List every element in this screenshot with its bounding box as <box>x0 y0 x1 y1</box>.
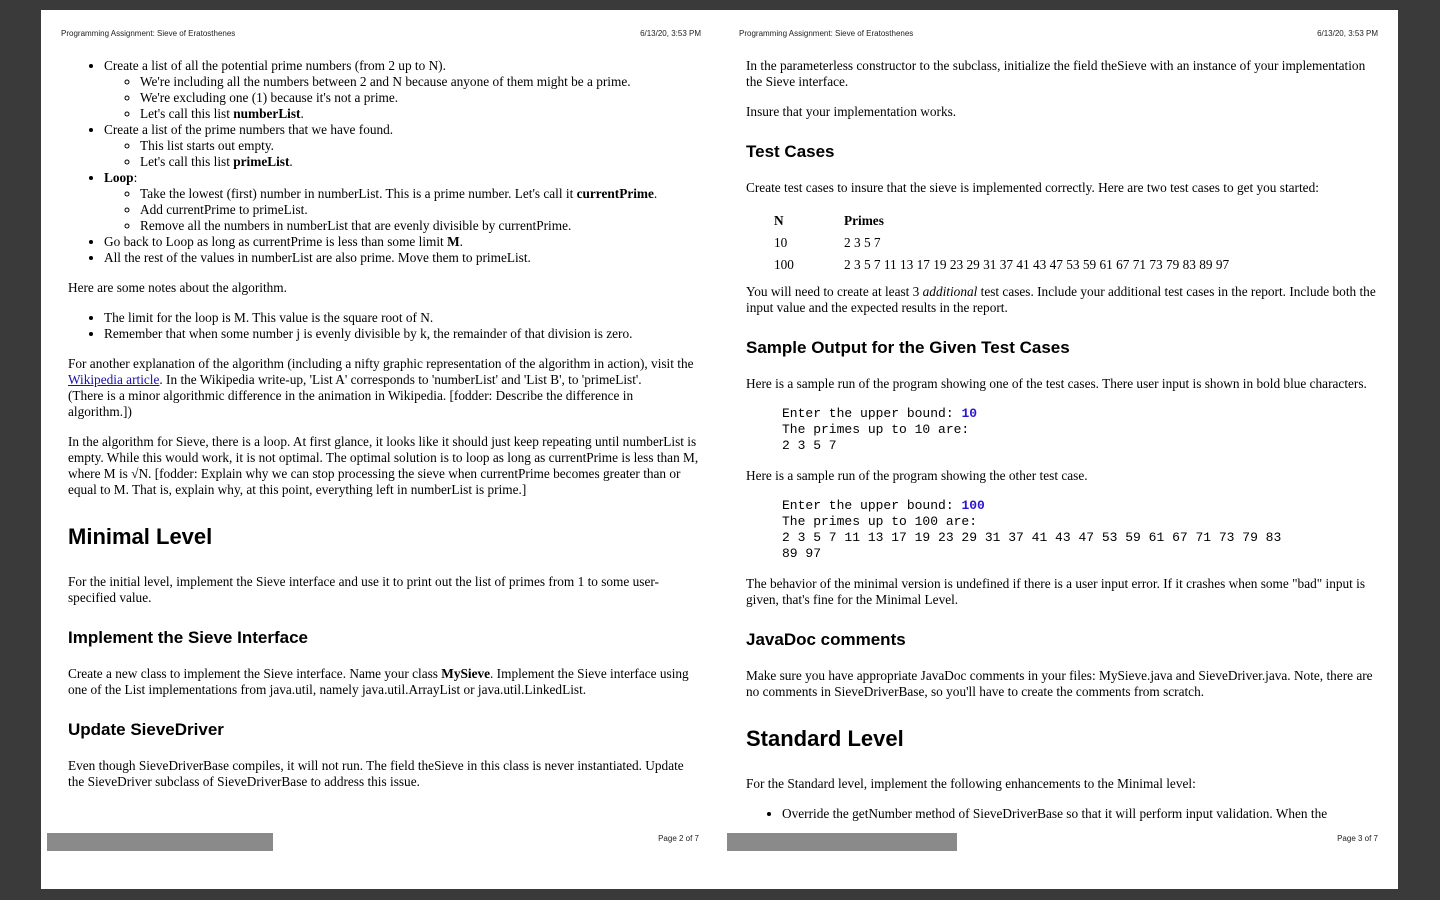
javadoc-paragraph: Make sure you have appropriate JavaDoc comments in your files: MySieve.java and SieveDriver.java. Note, there are no comments in SieveDriverBase, so you'll have to create the comments from scratch. <box>746 668 1373 699</box>
test-cases-table <box>774 210 1229 276</box>
update-paragraph: Even though SieveDriverBase compiles, it will not run. The field theSieve in this class is never instantiated. Update the SieveDriver subclass of SieveDriverBase to address this issue. <box>68 758 684 789</box>
page-3-content <box>746 58 1378 836</box>
heading-standard-level: Standard Level <box>746 726 904 751</box>
list-item: ◦ Let's call this list numberList. <box>140 106 699 122</box>
table-header-row <box>774 210 1229 232</box>
column-header-n: N <box>774 213 784 228</box>
list-item: • Go back to Loop as long as currentPrime is less than some limit M. <box>104 234 699 250</box>
algorithm-steps <box>68 58 699 266</box>
user-input: 100 <box>961 498 985 513</box>
standard-paragraph: For the Standard level, implement the following enhancements to the Minimal level: <box>746 776 1196 791</box>
standard-list <box>746 806 1378 822</box>
list-item: • Create a list of all the potential prime numbers (from 2 up to N). ◦ We're including all the numbers between 2 and N because anyone of them might be a prime. ◦ We're excluding one (1) because it's not a prime. ◦ Let's call this list numberList. <box>104 58 699 122</box>
page-2 <box>41 10 719 889</box>
list-item: ◦ Add currentPrime to primeList. <box>140 202 699 218</box>
test-cases-paragraph: Create test cases to insure that the sieve is implemented correctly. Here are two test cases to get you started: <box>746 180 1319 195</box>
list-item: • Override the getNumber method of SieveDriverBase so that it will perform input validation. When the <box>782 806 1378 822</box>
table-row <box>774 254 1229 276</box>
list-item: • Remember that when some number j is evenly divisible by k, the remainder of that division is zero. <box>104 326 699 342</box>
page-3 <box>719 10 1398 889</box>
sample-paragraph: Here is a sample run of the program showing one of the test cases. There user input is shown in bold blue characters. <box>746 376 1367 391</box>
wikipedia-paragraph: For another explanation of the algorithm (including a nifty graphic representation of the algorithm in action), visit the Wikipedia article. In the Wikipedia write-up, 'List A' corresponds to 'numberList' and 'List B', to 'primeList'. (There is a minor algorithmic difference in the animation in Wikipedia. [fodder: Describe the difference in algorithm.]) <box>68 356 694 419</box>
behavior-paragraph: The behavior of the minimal version is undefined if there is a user input error. If it crashes when some "bad" input is given, that's fine for the Minimal Level. <box>746 576 1366 607</box>
wikipedia-article-link[interactable]: Wikipedia article <box>68 372 160 387</box>
list-item: ◦ Take the lowest (first) number in numberList. This is a prime number. Let's call it currentPrime. <box>140 186 699 202</box>
heading-javadoc: JavaDoc comments <box>746 630 906 649</box>
heading-minimal-level: Minimal Level <box>68 524 213 549</box>
list-item: • All the rest of the values in numberList are also prime. Move them to primeList. <box>104 250 699 266</box>
insure-paragraph: Insure that your implementation works. <box>746 104 957 119</box>
list-item: • The limit for the loop is M. This value is the square root of N. <box>104 310 699 326</box>
heading-sample-output: Sample Output for the Given Test Cases <box>746 338 1070 357</box>
list-item: ◦ This list starts out empty. <box>140 138 699 154</box>
page-number: Page 3 of 7 <box>1337 834 1378 843</box>
implement-paragraph: Create a new class to implement the Sieve interface. Name your class MySieve. Implement the Sieve interface using one of the List implementations from java.util, namely java.util.ArrayList or java.util.LinkedList. <box>68 666 689 697</box>
page-2-content <box>68 58 699 804</box>
page-header-title: Programming Assignment: Sieve of Eratosthenes <box>61 29 236 38</box>
sample-run-2: Enter the upper bound: 100 The primes up to 100 are: 2 3 5 7 11 13 17 19 23 29 31 37 41 43 47 53 59 61 67 71 73 79 83 89 97 <box>782 498 1282 561</box>
sample-run-1: Enter the upper bound: 10 The primes up to 10 are: 2 3 5 7 <box>782 406 978 453</box>
constructor-paragraph: In the parameterless constructor to the subclass, initialize the field theSieve with an instance of your implementation the Sieve interface. <box>746 58 1366 89</box>
minimal-paragraph: For the initial level, implement the Sieve interface and use it to print out the list of primes from 1 to some user-specified value. <box>68 574 659 605</box>
notes-intro: Here are some notes about the algorithm. <box>68 280 287 295</box>
list-item: ◦ We're excluding one (1) because it's not a prime. <box>140 90 699 106</box>
cell-n: 100 <box>774 257 794 272</box>
document-viewer <box>41 10 1398 889</box>
list-item: ◦ Remove all the numbers in numberList that are evenly divisible by currentPrime. <box>140 218 699 234</box>
list-item: ◦ We're including all the numbers between 2 and N because anyone of them might be a prime. <box>140 74 699 90</box>
user-input: 10 <box>961 406 978 421</box>
column-header-primes: Primes <box>844 213 884 228</box>
list-item: • Loop: ◦ Take the lowest (first) number in numberList. This is a prime number. Let's call it currentPrime. ◦ Add currentPrime to primeList. ◦ Remove all the numbers in numberList that are evenly divisible by currentPrime. <box>104 170 699 234</box>
heading-implement-sieve: Implement the Sieve Interface <box>68 628 308 647</box>
page-number: Page 2 of 7 <box>658 834 699 843</box>
list-item: ◦ Let's call this list primeList. <box>140 154 699 170</box>
redacted-footer-url <box>727 833 957 851</box>
heading-update-sievedriver: Update SieveDriver <box>68 720 224 739</box>
page-header-date: 6/13/20, 3:53 PM <box>640 29 701 38</box>
cell-primes: 2 3 5 7 <box>844 235 881 250</box>
loop-paragraph: In the algorithm for Sieve, there is a loop. At first glance, it looks like it should just keep repeating until numberList is empty. While this would work, it is not optimal. The optimal solution is to loop as long as currentPrime is less than M, where M is √N. [fodder: Explain why we can stop processing the sieve when currentPrime becomes greater than or equal to M. That is, explain why, at this point, everything left in numberList is prime.] <box>68 434 699 497</box>
list-item: • Create a list of the prime numbers that we have found. ◦ This list starts out empty. ◦ Let's call this list primeList. <box>104 122 699 170</box>
cell-primes: 2 3 5 7 11 13 17 19 23 29 31 37 41 43 47 53 59 61 67 71 73 79 83 89 97 <box>844 257 1230 272</box>
cell-n: 10 <box>774 235 788 250</box>
table-row <box>774 232 1229 254</box>
page-header-date: 6/13/20, 3:53 PM <box>1317 29 1378 38</box>
redacted-footer-url <box>47 833 273 851</box>
additional-tests-paragraph: You will need to create at least 3 additional test cases. Include your additional test cases in the report. Include both the input value and the expected results in the report. <box>746 284 1376 315</box>
heading-test-cases: Test Cases <box>746 142 835 161</box>
page-header-title: Programming Assignment: Sieve of Eratosthenes <box>739 29 914 38</box>
notes-list <box>68 310 699 342</box>
other-run-paragraph: Here is a sample run of the program showing the other test case. <box>746 468 1088 483</box>
